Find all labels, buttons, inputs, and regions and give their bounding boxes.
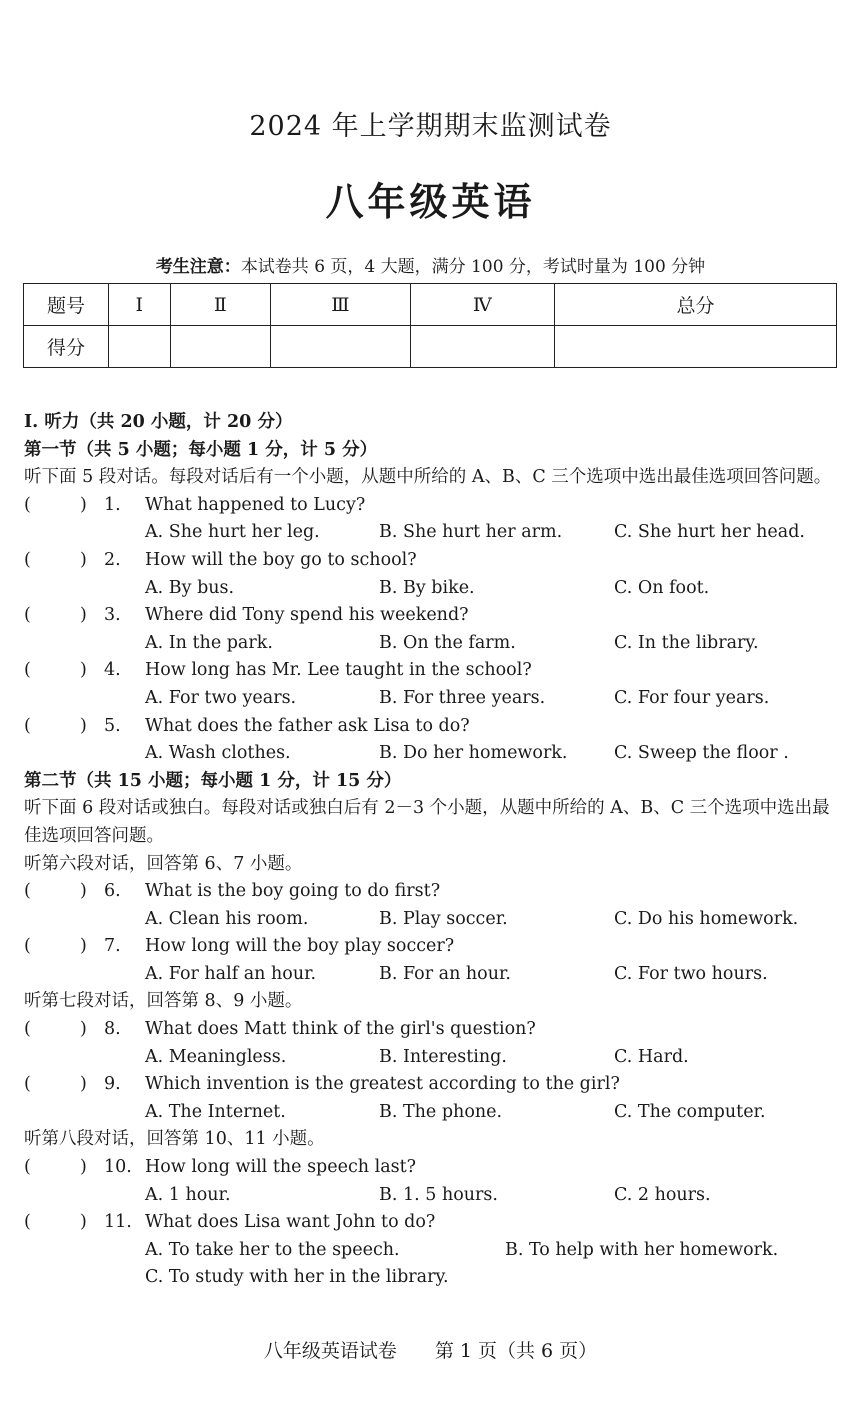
option-a: A. Meaningless. bbox=[145, 1046, 287, 1067]
option-c: C. 2 hours. bbox=[614, 1184, 711, 1205]
option-c: C. In the library. bbox=[614, 632, 759, 653]
score-cell[interactable] bbox=[410, 326, 554, 368]
question-options bbox=[24, 961, 839, 989]
option-a: A. 1 hour. bbox=[145, 1184, 231, 1205]
section1-heading: 第一节（共 5 小题；每小题 1 分，计 5 分） bbox=[24, 439, 378, 460]
part1-heading: Ⅰ. 听力（共 20 小题，计 20 分） bbox=[24, 412, 293, 432]
question-stem: What happened to Lucy? bbox=[145, 494, 366, 515]
exam-title: 2024 年上学期期末监测试卷 bbox=[249, 111, 612, 142]
question-stem: What does Matt think of the girl's question? bbox=[145, 1019, 536, 1040]
exam-notice bbox=[0, 252, 861, 277]
answer-paren-right[interactable]: ) bbox=[80, 660, 87, 681]
notice-text: 本试卷共 6 页，4 大题，满分 100 分，考试时量为 100 分钟 bbox=[240, 257, 706, 277]
option-c: C. Sweep the floor . bbox=[614, 743, 789, 764]
option-b: B. For three years. bbox=[379, 687, 546, 708]
option-a: A. By bus. bbox=[145, 577, 235, 598]
score-table bbox=[23, 283, 837, 368]
option-c: C. Hard. bbox=[614, 1046, 689, 1067]
answer-paren-right[interactable]: ) bbox=[80, 549, 87, 570]
answer-paren-right[interactable]: ) bbox=[80, 1212, 87, 1233]
question-number: 6. bbox=[104, 881, 121, 902]
question-number: 9. bbox=[104, 1074, 121, 1095]
answer-paren-left: ( bbox=[24, 1157, 31, 1178]
question-options bbox=[24, 1182, 839, 1210]
question-options bbox=[24, 1044, 839, 1072]
question-options bbox=[24, 906, 839, 934]
subject-title: 八年级英语 bbox=[325, 179, 536, 224]
question-item bbox=[24, 657, 839, 685]
question-item bbox=[24, 1016, 839, 1044]
answer-paren-left: ( bbox=[24, 549, 31, 570]
answer-paren-right[interactable]: ) bbox=[80, 936, 87, 957]
question-stem: What does Lisa want John to do? bbox=[145, 1212, 436, 1233]
question-number: 10. bbox=[104, 1157, 132, 1178]
answer-paren-left: ( bbox=[24, 605, 31, 626]
question-stem: How long has Mr. Lee taught in the school? bbox=[145, 660, 532, 681]
question-item bbox=[24, 602, 839, 630]
answer-paren-left: ( bbox=[24, 1019, 31, 1040]
question-stem: How will the boy go to school? bbox=[145, 549, 417, 570]
option-a: A. The Internet. bbox=[145, 1101, 286, 1122]
option-a: A. For half an hour. bbox=[145, 963, 317, 984]
score-table-score-row bbox=[24, 326, 837, 368]
question-item bbox=[24, 933, 839, 961]
option-b: B. On the farm. bbox=[379, 632, 516, 653]
option-b: B. The phone. bbox=[379, 1101, 503, 1122]
question-item bbox=[24, 547, 839, 575]
answer-paren-right[interactable]: ) bbox=[80, 1157, 87, 1178]
option-b: B. Play soccer. bbox=[379, 908, 508, 929]
score-header-cell: 题号 bbox=[24, 284, 109, 326]
question-number: 8. bbox=[104, 1019, 121, 1040]
option-a: A. She hurt her leg. bbox=[145, 522, 320, 543]
question-stem: How long will the boy play soccer? bbox=[145, 936, 455, 957]
question-stem: How long will the speech last? bbox=[145, 1157, 417, 1178]
question-options bbox=[24, 740, 839, 768]
option-c: C. Do his homework. bbox=[614, 908, 799, 929]
score-header-cell: 总分 bbox=[555, 284, 837, 326]
section1-instructions: 听下面 5 段对话。每段对话后有一个小题，从题中所给的 A、B、C 三个选项中选出最佳选项回答问题。 bbox=[24, 467, 832, 488]
option-b: B. Do her homework. bbox=[379, 743, 568, 764]
question-options bbox=[24, 575, 839, 603]
option-a: A. In the park. bbox=[145, 632, 273, 653]
answer-paren-left: ( bbox=[24, 715, 31, 736]
question-options bbox=[24, 1237, 839, 1265]
question-item bbox=[24, 1154, 839, 1182]
dialog-instruction: 听第八段对话，回答第 10、11 小题。 bbox=[24, 1129, 325, 1150]
answer-paren-left: ( bbox=[24, 660, 31, 681]
question-options bbox=[24, 1264, 839, 1292]
question-stem: What does the father ask Lisa to do? bbox=[145, 715, 470, 736]
question-number: 4. bbox=[104, 660, 121, 681]
question-item bbox=[24, 1209, 839, 1237]
option-b: B. Interesting. bbox=[379, 1046, 507, 1067]
question-number: 3. bbox=[104, 605, 121, 626]
dialog-instruction: 听第七段对话，回答第 8、9 小题。 bbox=[24, 991, 303, 1012]
question-number: 7. bbox=[104, 936, 121, 957]
page-footer: 八年级英语试卷 第 1 页（共 6 页） bbox=[263, 1340, 598, 1362]
question-item bbox=[24, 713, 839, 741]
option-b: B. For an hour. bbox=[379, 963, 511, 984]
option-b: B. 1. 5 hours. bbox=[379, 1184, 498, 1205]
score-table-header-row bbox=[24, 284, 837, 326]
score-header-cell: Ⅰ bbox=[109, 284, 171, 326]
option-b: B. To help with her homework. bbox=[505, 1239, 779, 1260]
answer-paren-left: ( bbox=[24, 1212, 31, 1233]
option-c: C. On foot. bbox=[614, 577, 710, 598]
score-row-label: 得分 bbox=[24, 326, 109, 368]
question-options bbox=[24, 630, 839, 658]
option-b: B. By bike. bbox=[379, 577, 475, 598]
score-header-cell: Ⅳ bbox=[410, 284, 554, 326]
option-c: C. She hurt her head. bbox=[614, 522, 805, 543]
question-stem: What is the boy going to do first? bbox=[145, 881, 441, 902]
score-cell[interactable] bbox=[271, 326, 411, 368]
question-item bbox=[24, 492, 839, 520]
question-number: 11. bbox=[104, 1212, 132, 1233]
option-a: A. Wash clothes. bbox=[145, 743, 291, 764]
question-options bbox=[24, 685, 839, 713]
answer-paren-right[interactable]: ) bbox=[80, 605, 87, 626]
option-c: C. For two hours. bbox=[614, 963, 768, 984]
question-stem: Which invention is the greatest according to the girl? bbox=[145, 1074, 620, 1095]
question-item bbox=[24, 878, 839, 906]
answer-paren-right[interactable]: ) bbox=[80, 1019, 87, 1040]
option-a: A. To take her to the speech. bbox=[145, 1239, 400, 1260]
option-c: C. The computer. bbox=[614, 1101, 766, 1122]
option-a: A. Clean his room. bbox=[145, 908, 309, 929]
question-number: 1. bbox=[104, 494, 121, 515]
answer-paren-left: ( bbox=[24, 494, 31, 515]
option-b: B. She hurt her arm. bbox=[379, 522, 563, 543]
question-item bbox=[24, 1071, 839, 1099]
score-header-cell: Ⅲ bbox=[271, 284, 411, 326]
question-number: 2. bbox=[104, 549, 121, 570]
answer-paren-right[interactable]: ) bbox=[80, 881, 87, 902]
score-cell[interactable] bbox=[555, 326, 837, 368]
notice-label: 考生注意： bbox=[155, 257, 241, 277]
option-c: C. For four years. bbox=[614, 687, 770, 708]
score-cell[interactable] bbox=[170, 326, 271, 368]
question-options bbox=[24, 1099, 839, 1127]
answer-paren-left: ( bbox=[24, 881, 31, 902]
dialog-instruction: 听第六段对话，回答第 6、7 小题。 bbox=[24, 853, 303, 874]
exam-content bbox=[24, 409, 839, 1292]
answer-paren-right[interactable]: ) bbox=[80, 494, 87, 515]
score-header-cell: Ⅱ bbox=[170, 284, 271, 326]
option-c: C. To study with her in the library. bbox=[145, 1267, 449, 1288]
option-a: A. For two years. bbox=[145, 687, 297, 708]
question-stem: Where did Tony spend his weekend? bbox=[145, 605, 469, 626]
question-number: 5. bbox=[104, 715, 121, 736]
section2-instructions: 听下面 6 段对话或独白。每段对话或独白后有 2－3 个小题，从题中所给的 A、B、C 三个选项中选出最佳选项回答问题。 bbox=[24, 798, 830, 846]
question-options bbox=[24, 519, 839, 547]
score-cell[interactable] bbox=[109, 326, 171, 368]
answer-paren-right[interactable]: ) bbox=[80, 1074, 87, 1095]
answer-paren-left: ( bbox=[24, 936, 31, 957]
answer-paren-left: ( bbox=[24, 1074, 31, 1095]
answer-paren-right[interactable]: ) bbox=[80, 715, 87, 736]
section2-heading: 第二节（共 15 小题；每小题 1 分，计 15 分） bbox=[24, 770, 402, 791]
